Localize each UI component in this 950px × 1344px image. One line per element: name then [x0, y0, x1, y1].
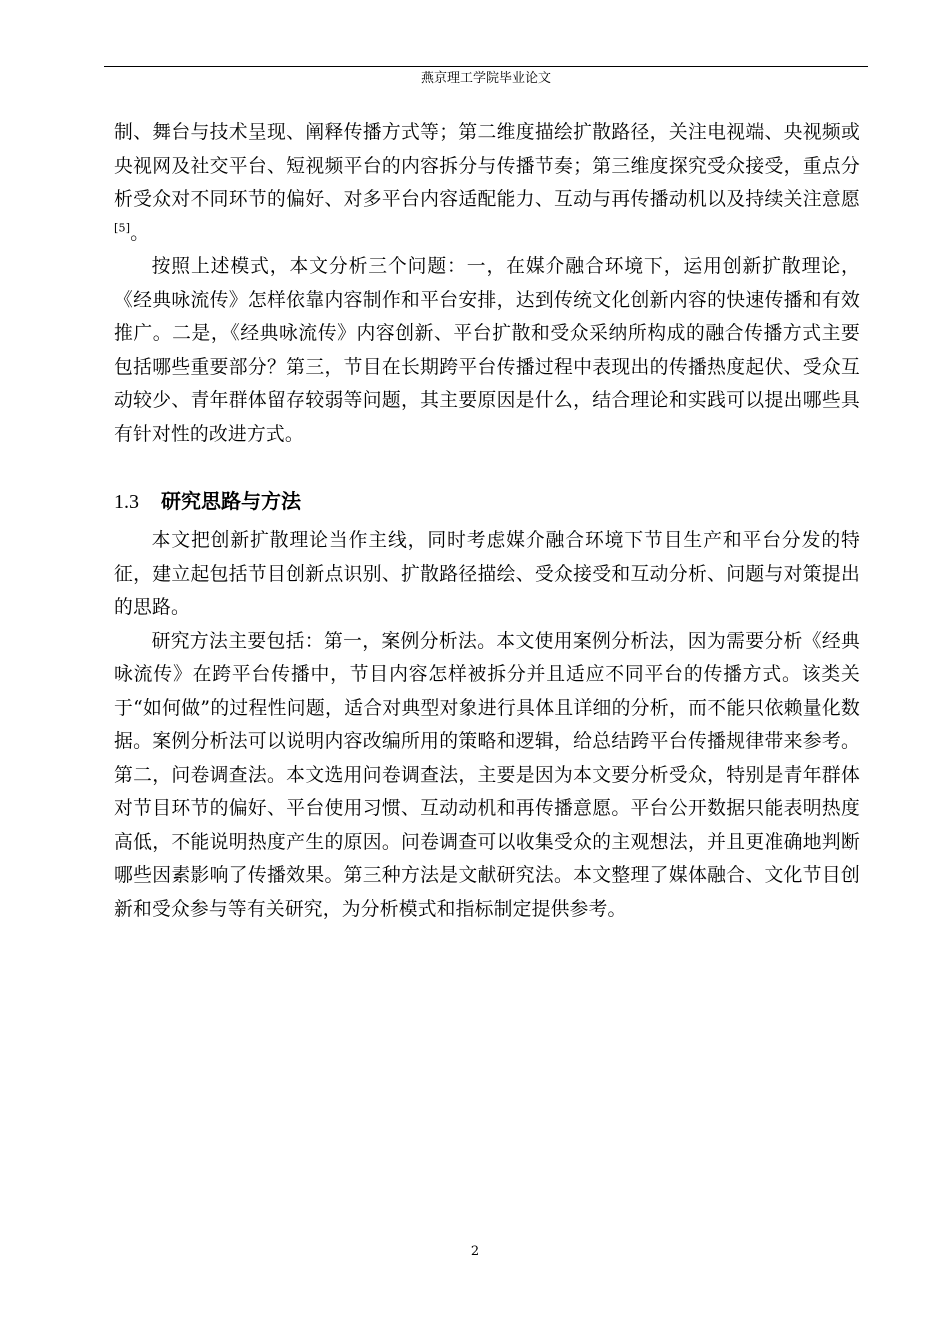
section-heading [114, 487, 860, 516]
page-number: 2 [470, 1244, 480, 1259]
header-title: 燕京理工学院毕业论文 [420, 71, 551, 86]
section-number: 1.3 [114, 491, 139, 513]
page-header [104, 66, 868, 87]
paragraph [114, 250, 860, 451]
citation-ref[interactable]: [5] [114, 221, 131, 235]
paragraph-text: 制、舞台与技术呈现、阐释传播方式等；第二维度描绘扩散路径，关注电视端、央视频或央视网及社交平台、短视频平台的内容拆分与传播节奏；第三维度探究受众接受，重点分析受众对不同环节的偏好、对多平台内容适配能力、互动与再传播动机以及持续关注意愿 [114, 122, 860, 210]
paragraph [114, 524, 860, 625]
section-title: 研究思路与方法 [161, 489, 301, 513]
paragraph-text: 本文把创新扩散理论当作主线，同时考虑媒介融合环境下节目生产和平台分发的特征，建立起包括节目创新点识别、扩散路径描绘、受众接受和互动分析、问题与对策提出的思路。 [114, 530, 860, 618]
paragraph-tail: 。 [130, 222, 150, 244]
paragraph-text: 研究方法主要包括：第一，案例分析法。本文使用案例分析法，因为需要分析《经典咏流传》在跨平台传播中，节目内容怎样被拆分并且适应不同平台的传播方式。该类关于“如何做”的过程性问题，适合对典型对象进行具体且详细的分析，而不能只依赖量化数据。案例分析法可以说明内容改编所用的策略和逻辑，给总结跨平台传播规律带来参考。第二，问卷调查法。本文选用问卷调查法，主要是因为本文要分析受众，特别是青年群体对节目环节的偏好、平台使用习惯、互动动机和再传播意愿。平台公开数据只能表明热度高低，不能说明热度产生的原因。问卷调查可以收集受众的主观想法，并且更准确地判断哪些因素影响了传播效果。第三种方法是文献研究法。本文整理了媒体融合、文化节目创新和受众参与等有关研究，为分析模式和指标制定提供参考。 [114, 630, 860, 920]
paragraph-continued [114, 116, 860, 250]
document-body [114, 116, 860, 926]
paragraph [114, 625, 860, 927]
paragraph-text: 按照上述模式，本文分析三个问题：一，在媒介融合环境下，运用创新扩散理论，《经典咏流传》怎样依靠内容制作和平台安排，达到传统文化创新内容的快速传播和有效推广。二是，《经典咏流传》内容创新、平台扩散和受众采纳所构成的融合传播方式主要包括哪些重要部分？第三，节目在长期跨平台传播过程中表现出的传播热度起伏、受众互动较少、青年群体留存较弱等问题，其主要原因是什么，结合理论和实践可以提出哪些具有针对性的改进方式。 [114, 256, 860, 445]
